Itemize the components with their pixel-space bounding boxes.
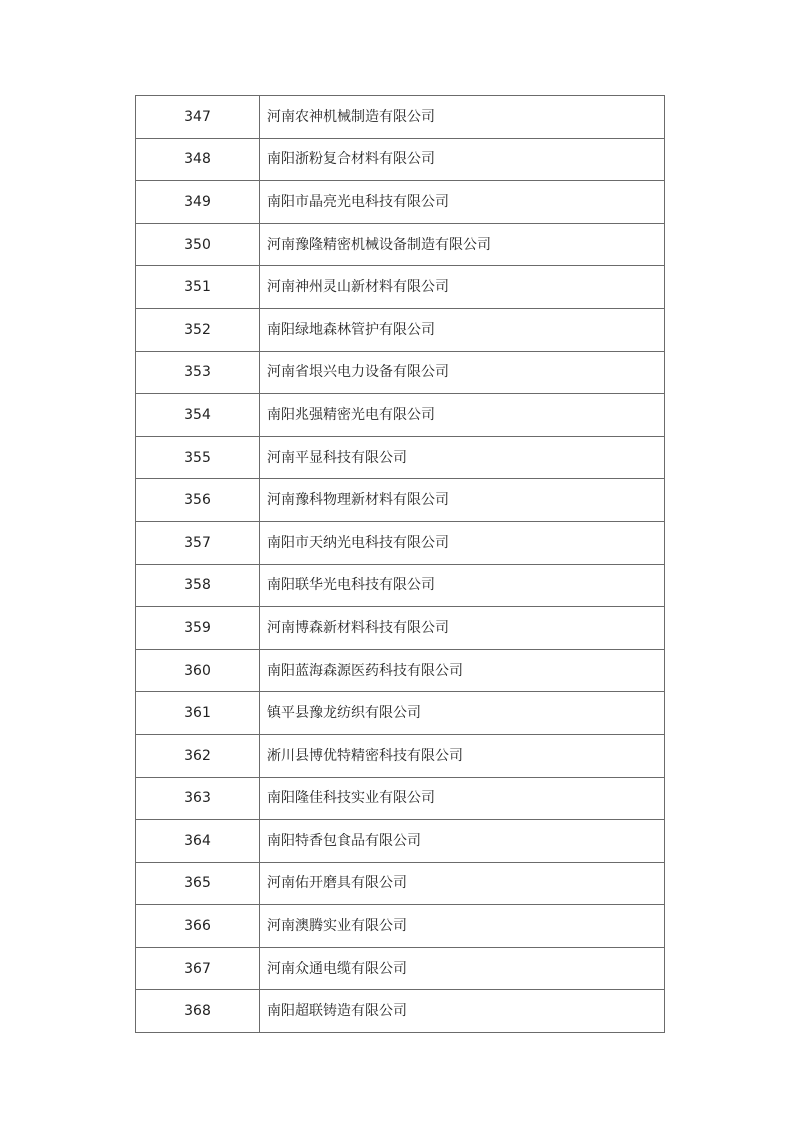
row-number: 359	[136, 607, 260, 650]
table-row	[136, 436, 665, 479]
table-row	[136, 138, 665, 181]
row-number: 361	[136, 692, 260, 735]
table-row	[136, 181, 665, 224]
company-name: 南阳超联铸造有限公司	[260, 990, 665, 1033]
row-number: 347	[136, 96, 260, 139]
table-row	[136, 351, 665, 394]
row-number: 360	[136, 649, 260, 692]
company-list-table	[135, 95, 665, 1033]
table-row	[136, 479, 665, 522]
row-number: 362	[136, 734, 260, 777]
company-name: 河南神州灵山新材料有限公司	[260, 266, 665, 309]
company-name: 河南澳腾实业有限公司	[260, 905, 665, 948]
table-row	[136, 990, 665, 1033]
row-number: 358	[136, 564, 260, 607]
table-row	[136, 947, 665, 990]
table-row	[136, 308, 665, 351]
row-number: 348	[136, 138, 260, 181]
table-row	[136, 394, 665, 437]
company-name: 南阳兆强精密光电有限公司	[260, 394, 665, 437]
row-number: 357	[136, 521, 260, 564]
company-name: 河南平显科技有限公司	[260, 436, 665, 479]
row-number: 350	[136, 223, 260, 266]
row-number: 356	[136, 479, 260, 522]
company-name: 河南豫科物理新材料有限公司	[260, 479, 665, 522]
company-name: 河南博森新材料科技有限公司	[260, 607, 665, 650]
company-name: 河南众通电缆有限公司	[260, 947, 665, 990]
table-row	[136, 564, 665, 607]
table-row	[136, 777, 665, 820]
row-number: 363	[136, 777, 260, 820]
row-number: 353	[136, 351, 260, 394]
company-name: 河南农神机械制造有限公司	[260, 96, 665, 139]
row-number: 367	[136, 947, 260, 990]
company-name: 南阳浙粉复合材料有限公司	[260, 138, 665, 181]
company-name: 南阳特香包食品有限公司	[260, 820, 665, 863]
table-body	[136, 96, 665, 1033]
table-row	[136, 96, 665, 139]
row-number: 349	[136, 181, 260, 224]
table-row	[136, 223, 665, 266]
table-row	[136, 862, 665, 905]
table-row	[136, 692, 665, 735]
table-row	[136, 734, 665, 777]
company-name: 南阳联华光电科技有限公司	[260, 564, 665, 607]
company-name: 南阳绿地森林管护有限公司	[260, 308, 665, 351]
company-name: 河南省垠兴电力设备有限公司	[260, 351, 665, 394]
company-name: 南阳隆佳科技实业有限公司	[260, 777, 665, 820]
row-number: 355	[136, 436, 260, 479]
table-row	[136, 649, 665, 692]
row-number: 368	[136, 990, 260, 1033]
company-name: 南阳市天纳光电科技有限公司	[260, 521, 665, 564]
company-name: 河南豫隆精密机械设备制造有限公司	[260, 223, 665, 266]
company-name: 镇平县豫龙纺织有限公司	[260, 692, 665, 735]
company-name: 南阳市晶亮光电科技有限公司	[260, 181, 665, 224]
company-name: 南阳蓝海森源医药科技有限公司	[260, 649, 665, 692]
company-name: 河南佑开磨具有限公司	[260, 862, 665, 905]
row-number: 366	[136, 905, 260, 948]
row-number: 351	[136, 266, 260, 309]
company-name: 淅川县博优特精密科技有限公司	[260, 734, 665, 777]
table-row	[136, 905, 665, 948]
table-row	[136, 820, 665, 863]
row-number: 365	[136, 862, 260, 905]
row-number: 354	[136, 394, 260, 437]
table-row	[136, 266, 665, 309]
table-row	[136, 521, 665, 564]
table-row	[136, 607, 665, 650]
row-number: 352	[136, 308, 260, 351]
row-number: 364	[136, 820, 260, 863]
